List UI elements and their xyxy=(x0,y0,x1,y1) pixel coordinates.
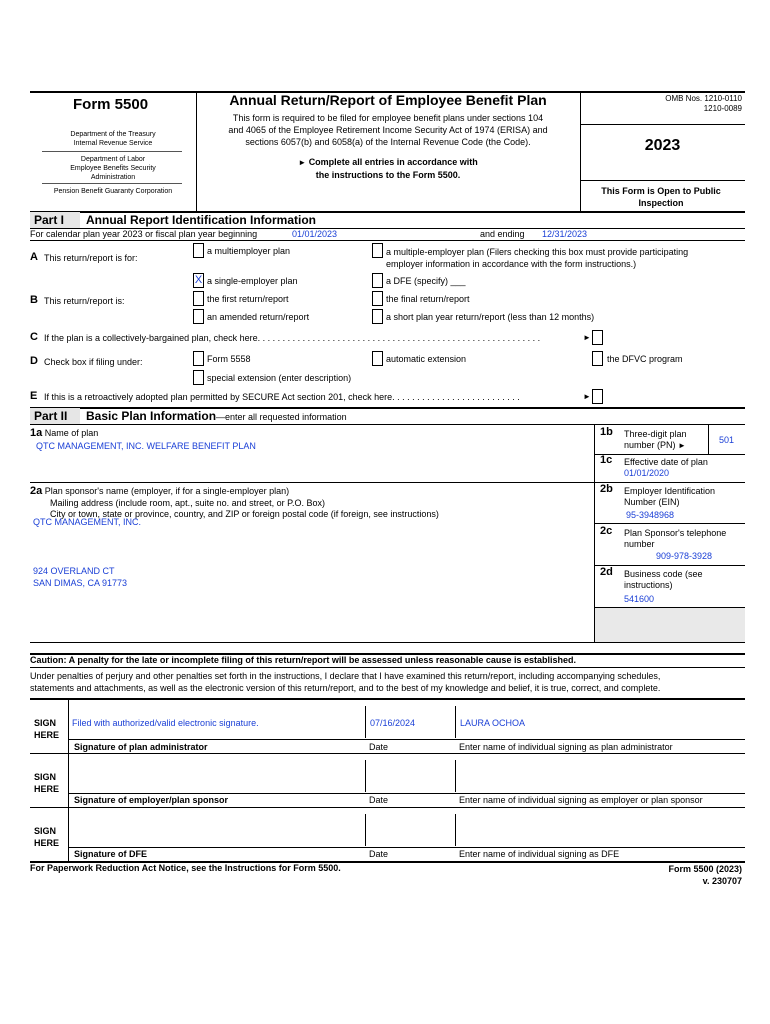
line-d-text: Check box if filing under: xyxy=(44,357,143,367)
line-2b-text-2: Number (EIN) xyxy=(624,497,680,507)
multiple-employer-label-2: employer information in accordance with the form instructions.) xyxy=(386,259,637,269)
business-code-field[interactable]: 541600 xyxy=(624,594,655,604)
dfe-checkbox[interactable] xyxy=(372,273,383,288)
single-employer-label: a single-employer plan xyxy=(207,276,298,286)
automatic-extension-label: automatic extension xyxy=(386,354,467,364)
special-extension-label: special extension (enter description) xyxy=(207,373,352,383)
line-1a-text: Name of plan xyxy=(44,428,99,438)
line-1b-text-2: number (PN) xyxy=(624,440,676,450)
form-title: Form 5500 xyxy=(73,96,149,113)
public-line-2: Inspection xyxy=(638,198,684,208)
form-5558-checkbox[interactable] xyxy=(193,351,204,366)
line-1c-number: 1c xyxy=(600,454,613,466)
admin-signature-field[interactable]: Filed with authorized/valid electronic signature. xyxy=(72,718,259,728)
dept-treasury: Department of the Treasury xyxy=(70,131,156,138)
multiple-employer-label-1: a multiple-employer plan (Filers checking this box must provide participating xyxy=(386,247,689,257)
sponsor-address-line-2[interactable]: SAN DIMAS, CA 91773 xyxy=(33,578,128,588)
first-return-checkbox[interactable] xyxy=(193,291,204,306)
instr-line-2: the instructions to the Form 5500. xyxy=(315,170,461,180)
arrow-right-icon: ► xyxy=(678,441,686,450)
dfvc-checkbox[interactable] xyxy=(592,351,603,366)
automatic-extension-checkbox[interactable] xyxy=(372,351,383,366)
perjury-line-1: Under penalties of perjury and other penalties set forth in the instructions, I declare that I have examined this return/report, including accompanying schedules, xyxy=(30,671,661,681)
shaded-area xyxy=(595,608,745,642)
admin-date-field[interactable]: 07/16/2024 xyxy=(370,718,416,728)
ebsa: Employee Benefits Security xyxy=(70,165,156,172)
line-e-letter: E xyxy=(30,390,38,402)
perjury-line-2: statements and attachments, as well as the electronic version of this return/report, and to the best of my knowledge and belief, it is true, correct, and complete. xyxy=(30,683,661,693)
plan-year-end-date[interactable]: 12/31/2023 xyxy=(542,229,588,239)
ein-field[interactable]: 95-3948968 xyxy=(626,510,675,520)
plan-year-begin-date[interactable]: 01/01/2023 xyxy=(292,229,338,239)
plan-number-field[interactable]: 501 xyxy=(718,435,735,445)
dfe-signature-label: Signature of DFE xyxy=(74,849,148,859)
line-2c-text-1: Plan Sponsor's telephone xyxy=(624,528,727,538)
line-2b-text-1: Employer Identification xyxy=(624,486,716,496)
form-version: v. 230707 xyxy=(702,876,742,886)
line-1c-text: Effective date of plan xyxy=(624,457,708,467)
desc-line-2: and 4065 of the Employee Retirement Income Security Act of 1974 (ERISA) and xyxy=(228,125,548,135)
dfe-name-label: Enter name of individual signing as DFE xyxy=(459,849,620,859)
omb-line-2: 1210-0089 xyxy=(703,104,742,113)
tax-year: 2023 xyxy=(644,137,681,154)
amended-return-checkbox[interactable] xyxy=(193,309,204,324)
part-2-title-suffix: —enter all requested information xyxy=(216,412,347,422)
line-2a-text-1: Plan sponsor's name (employer, if for a single-employer plan) xyxy=(44,486,290,496)
caution-text: Caution: A penalty for the late or incomplete filing of this return/report will be assessed unless reasonable cause is established. xyxy=(30,655,576,665)
arrow-right-icon: ► xyxy=(298,158,307,167)
employer-name-label: Enter name of individual signing as employer or plan sponsor xyxy=(459,795,703,805)
line-a-text: This return/report is for: xyxy=(44,253,138,263)
admin-name-label: Enter name of individual signing as plan administrator xyxy=(459,742,673,752)
part-2-label: Part II xyxy=(30,408,80,424)
line-c-letter: C xyxy=(30,331,38,343)
here-label: HERE xyxy=(34,784,60,794)
sign-label: SIGN xyxy=(34,772,57,782)
secure-act-checkbox[interactable] xyxy=(592,389,603,404)
arrow-right-icon: ► xyxy=(583,392,591,401)
sponsor-address-line-1[interactable]: 924 OVERLAND CT xyxy=(33,566,115,576)
part-1-label: Part I xyxy=(30,212,80,228)
line-2c-text-2: number xyxy=(624,539,655,549)
plan-name-field[interactable]: QTC MANAGEMENT, INC. WELFARE BENEFIT PLAN xyxy=(36,441,256,451)
form-id: Form 5500 (2023) xyxy=(668,864,742,874)
line-c-text: If the plan is a collectively-bargained plan, check here. . . . . . . . . . . . . . . . . . . . . . . . . . . . . . . . . . . . . . . . . . . . . . . . . . . . . . . . . xyxy=(44,333,541,343)
desc-line-3: sections 6057(b) and 6058(a) of the Internal Revenue Code (the Code). xyxy=(245,137,531,147)
line-2a-text-2: Mailing address (include room, apt., suite no. and street, or P.O. Box) xyxy=(50,498,325,508)
here-label: HERE xyxy=(34,838,60,848)
special-extension-checkbox[interactable] xyxy=(193,370,204,385)
line-2a-number: 2a xyxy=(30,485,43,497)
paperwork-notice: For Paperwork Reduction Act Notice, see the Instructions for Form 5500. xyxy=(30,863,341,873)
arrow-right-icon: ► xyxy=(583,333,591,342)
final-return-label: the final return/report xyxy=(386,294,470,304)
ebsa-admin: Administration xyxy=(90,174,136,181)
line-a-letter: A xyxy=(30,251,38,263)
line-2d-number: 2d xyxy=(600,566,613,578)
multiemployer-checkbox[interactable] xyxy=(193,243,204,258)
first-return-label: the first return/report xyxy=(207,294,289,304)
sign-label: SIGN xyxy=(34,718,57,728)
part-1-title: Annual Report Identification Information xyxy=(86,213,316,227)
line-2a-text-3: City or town, state or province, country, and ZIP or foreign postal code (if foreign, see instructions) xyxy=(50,509,439,519)
amended-return-label: an amended return/report xyxy=(207,312,310,322)
line-e-text: If this is a retroactively adopted plan permitted by SECURE Act section 201, check here. . . . . . . . . . . . . . . . . . . . . . . . . . xyxy=(44,392,520,402)
dfvc-label: the DFVC program xyxy=(607,354,683,364)
dfe-label: a DFE (specify) ___ xyxy=(386,276,466,286)
main-title: Annual Return/Report of Employee Benefit Plan xyxy=(229,92,547,108)
effective-date-field[interactable]: 01/01/2020 xyxy=(624,468,670,478)
line-2b-number: 2b xyxy=(600,483,613,495)
omb-line-1: OMB Nos. 1210-0110 xyxy=(665,94,742,103)
line-2d-text-1: Business code (see xyxy=(624,569,703,579)
form-5558-label: Form 5558 xyxy=(207,354,251,364)
calendar-year-text: For calendar plan year 2023 or fiscal plan year beginning xyxy=(30,229,258,239)
line-1a-number: 1a xyxy=(30,427,43,439)
dept-labor: Department of Labor xyxy=(80,156,146,163)
desc-line-1: This form is required to be filed for employee benefit plans under sections 104 xyxy=(232,113,544,123)
part-2-title: Basic Plan Information xyxy=(86,409,217,423)
multiple-employer-checkbox[interactable] xyxy=(372,243,383,258)
line-1b-number: 1b xyxy=(600,426,613,438)
public-line-1: This Form is Open to Public xyxy=(601,186,721,196)
instr-line-1: Complete all entries in accordance with xyxy=(308,157,478,167)
employer-date-label: Date xyxy=(369,795,389,805)
multiemployer-label: a multiemployer plan xyxy=(207,246,291,256)
sign-label: SIGN xyxy=(34,826,57,836)
line-1b-text-1: Three-digit plan xyxy=(624,429,687,439)
collectively-bargained-checkbox[interactable] xyxy=(592,330,603,345)
line-d-letter: D xyxy=(30,355,38,367)
short-year-label: a short plan year return/report (less than 12 months) xyxy=(386,312,595,322)
employer-signature-label: Signature of employer/plan sponsor xyxy=(74,795,229,805)
single-employer-checkbox[interactable]: X xyxy=(194,274,203,286)
admin-name-field[interactable]: LAURA OCHOA xyxy=(460,718,526,728)
line-2c-number: 2c xyxy=(600,525,613,537)
line-b-text: This return/report is: xyxy=(44,296,125,306)
sponsor-name-field[interactable]: QTC MANAGEMENT, INC. xyxy=(33,517,142,527)
here-label: HERE xyxy=(34,730,60,740)
phone-field[interactable]: 909-978-3928 xyxy=(656,551,713,561)
irs: Internal Revenue Service xyxy=(73,140,153,147)
pbgc: Pension Benefit Guaranty Corporation xyxy=(53,188,173,195)
short-year-checkbox[interactable] xyxy=(372,309,383,324)
line-2d-text-2: instructions) xyxy=(624,580,673,590)
admin-signature-label: Signature of plan administrator xyxy=(74,742,208,752)
line-b-letter: B xyxy=(30,294,38,306)
and-ending-text: and ending xyxy=(480,229,525,239)
admin-date-label: Date xyxy=(369,742,389,752)
final-return-checkbox[interactable] xyxy=(372,291,383,306)
dfe-date-label: Date xyxy=(369,849,389,859)
